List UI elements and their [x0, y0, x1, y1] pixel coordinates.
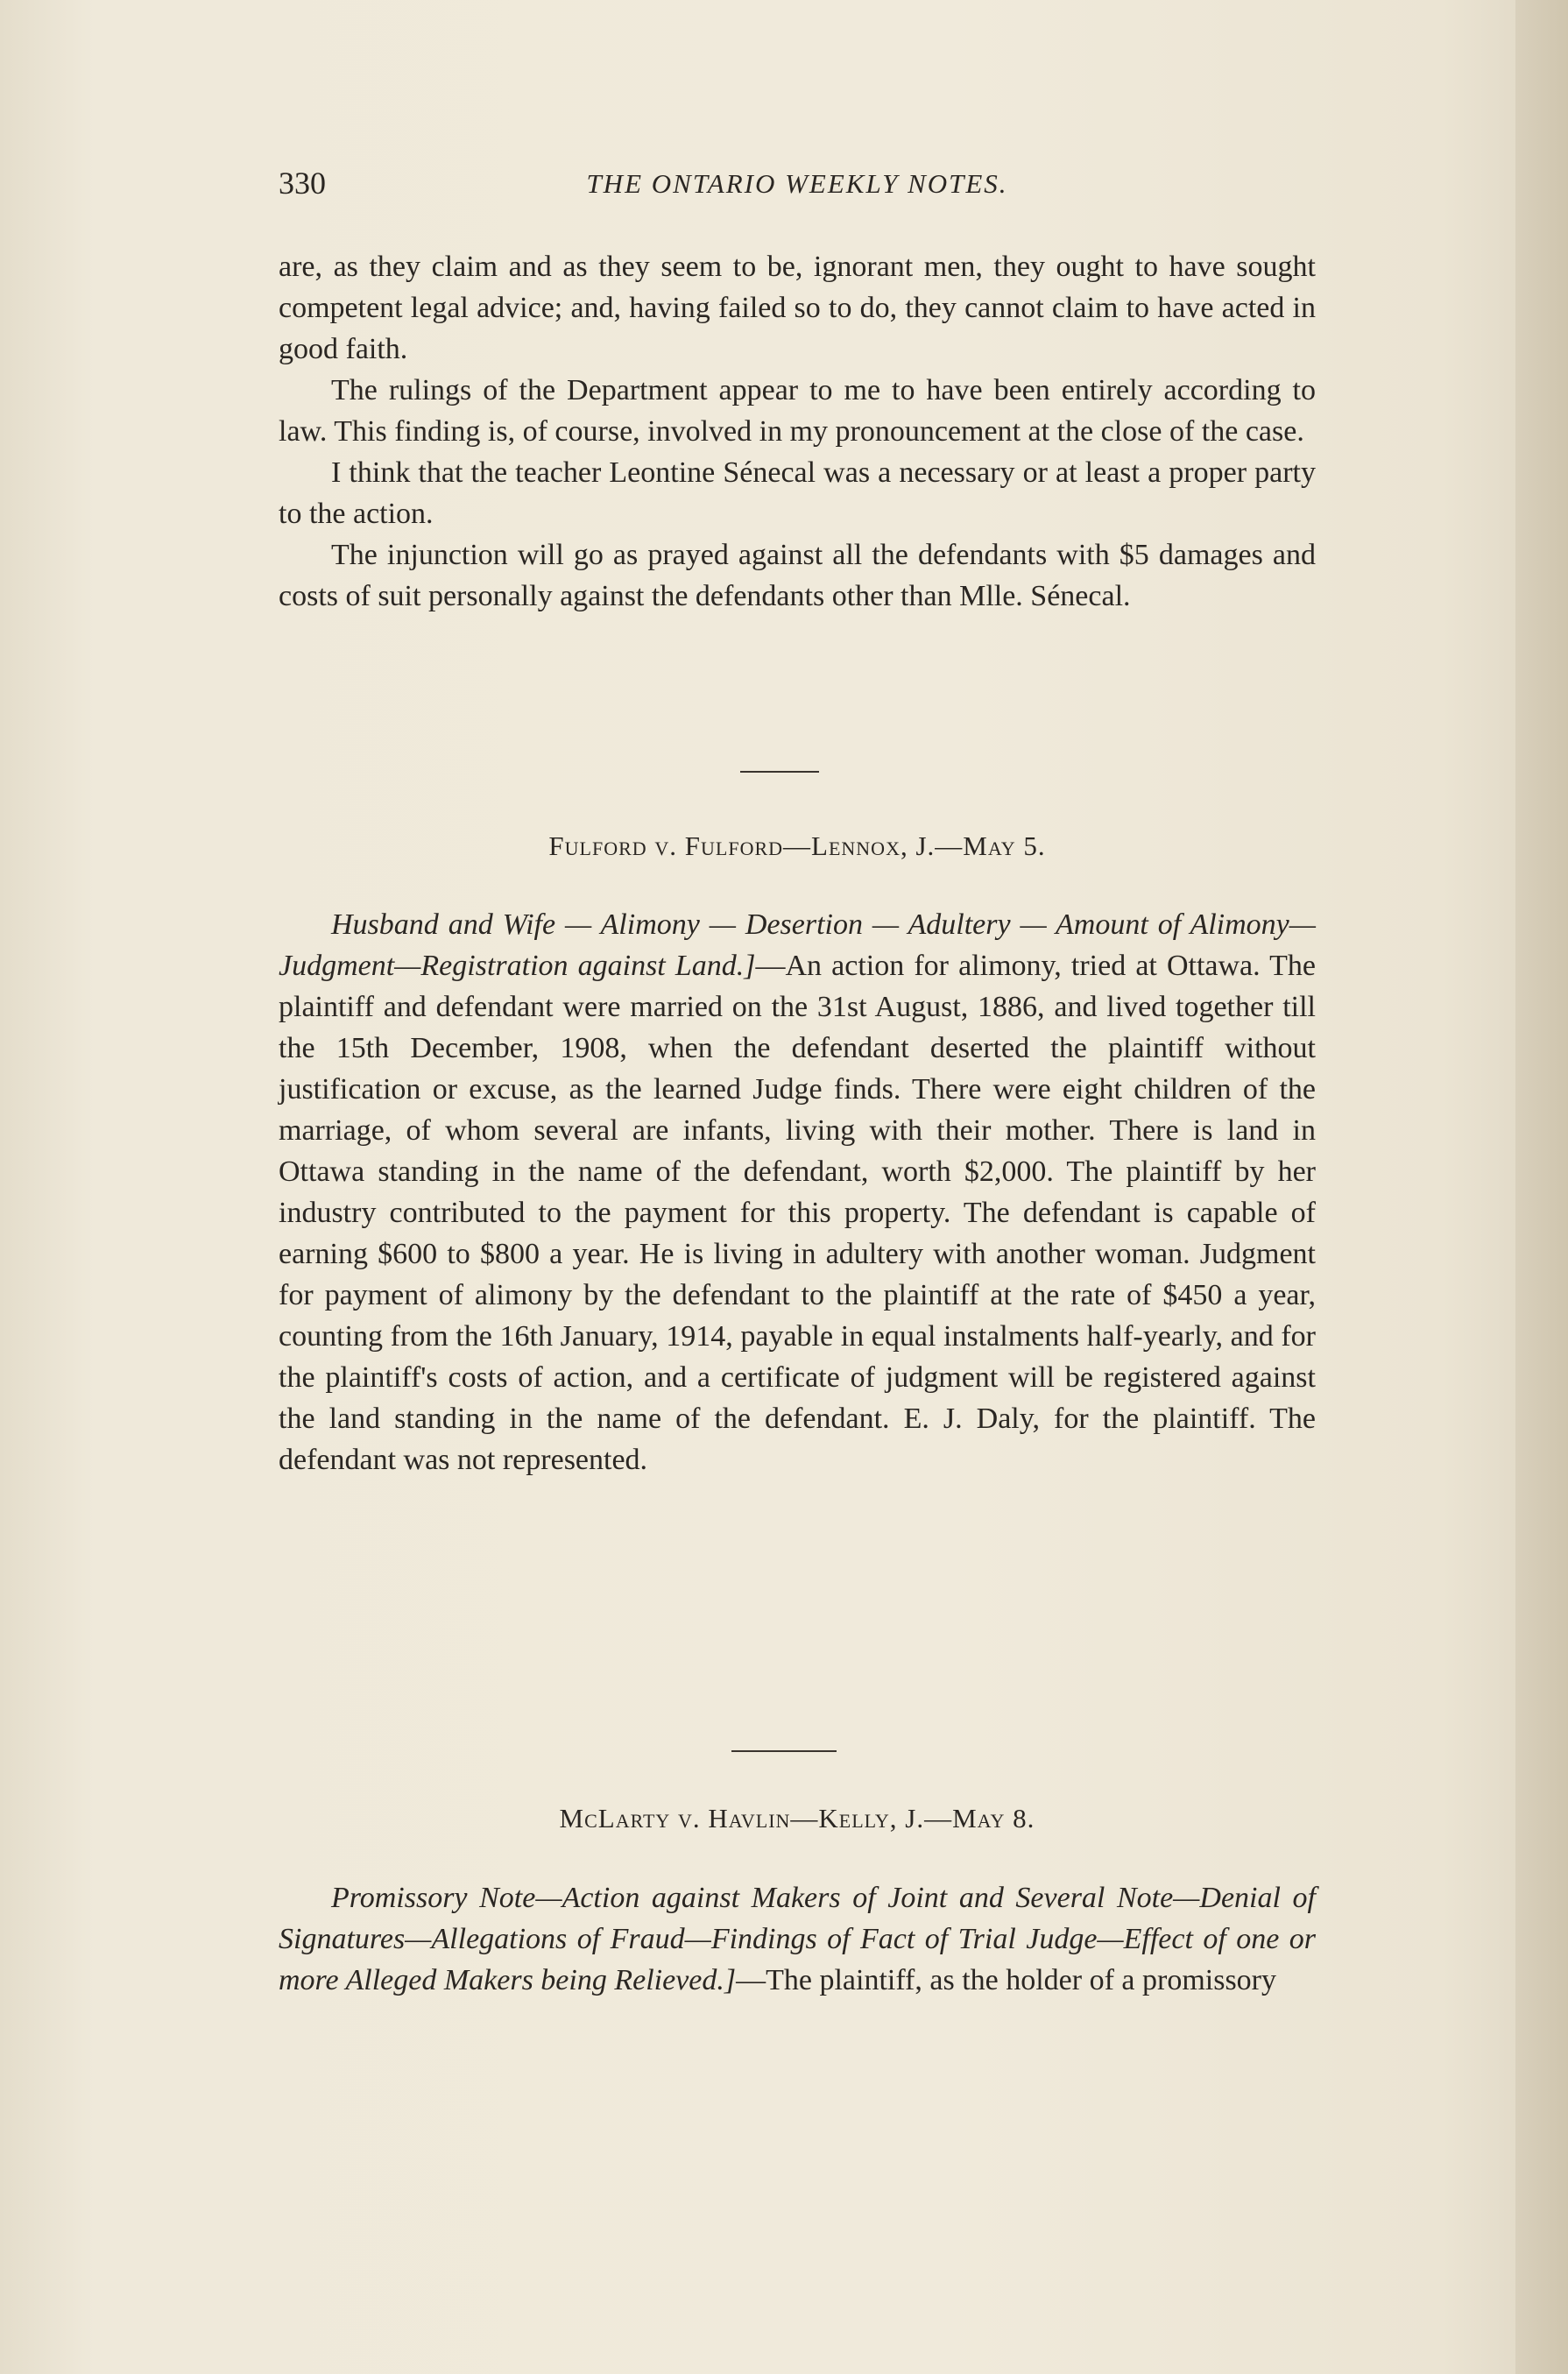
paragraph: I think that the teacher Leontine Sénecal was a necessary or at least a proper party to the action.	[279, 456, 1316, 530]
case-report	[279, 1877, 1316, 2001]
running-title: THE ONTARIO WEEKLY NOTES.	[586, 168, 1008, 199]
headnote: Husband and Wife — Alimony — Desertion — Adultery — Amount of Alimony—Judgment—Registration against Land.]	[279, 908, 1316, 982]
case-report	[279, 904, 1316, 1480]
case-paragraph	[279, 904, 1316, 1480]
paragraph: are, as they claim and as they seem to be, ignorant men, they ought to have sought competent legal advice; and, having failed so to do, they cannot claim to have acted in good faith.	[279, 251, 1316, 365]
headnote: Promissory Note—Action against Makers of Joint and Several Note—Denial of Signatures—Allegations of Fraud—Findings of Fact of Trial Judge—Effect of one or more Alleged Makers being Relieved.]	[279, 1882, 1316, 1996]
section-divider	[740, 771, 819, 773]
opening-paragraphs	[279, 246, 1316, 617]
paragraph: The rulings of the Department appear to me to have been entirely according to law. This finding is, of course, involved in my pronouncement at the close of the case.	[279, 374, 1316, 448]
page-number: 330	[279, 166, 326, 201]
case-heading: Fulford v. Fulford—Lennox, J.—May 5.	[548, 830, 1046, 861]
case-heading: McLarty v. Havlin—Kelly, J.—May 8.	[559, 1803, 1035, 1833]
page-header	[279, 165, 1316, 208]
case-body: —The plaintiff, as the holder of a promissory	[736, 1964, 1277, 1996]
paragraph: The injunction will go as prayed against all the defendants with $5 damages and costs of suit personally against the defendants other than Mlle. Sénecal.	[279, 539, 1316, 612]
section-divider	[731, 1750, 837, 1752]
case-body: —An action for alimony, tried at Ottawa. The plaintiff and defendant were married on the 31st August, 1886, and lived together till the 15th December, 1908, when the defendant deserted the plaintiff without justification or excuse, as the learned Judge finds. There were eight children of the marriage, of whom several are infants, living with their mother. There is land in Ottawa standing in the name of the defendant, worth $2,000. The plaintiff by her industry contributed to the payment for this property. The defendant is capable of earning $600 to $800 a year. He is living in adultery with another woman. Judgment for payment of alimony by the defendant to the plaintiff at the rate of $450 a year, counting from the 16th January, 1914, payable in equal instalments half-yearly, and for the plaintiff's costs of action, and a certificate of judgment will be registered against the land standing in the name of the defendant. E. J. Daly, for the plaintiff. The defendant was not represented.	[279, 950, 1316, 1476]
page-edge-shadow	[1515, 0, 1568, 2374]
case-paragraph	[279, 1877, 1316, 2001]
